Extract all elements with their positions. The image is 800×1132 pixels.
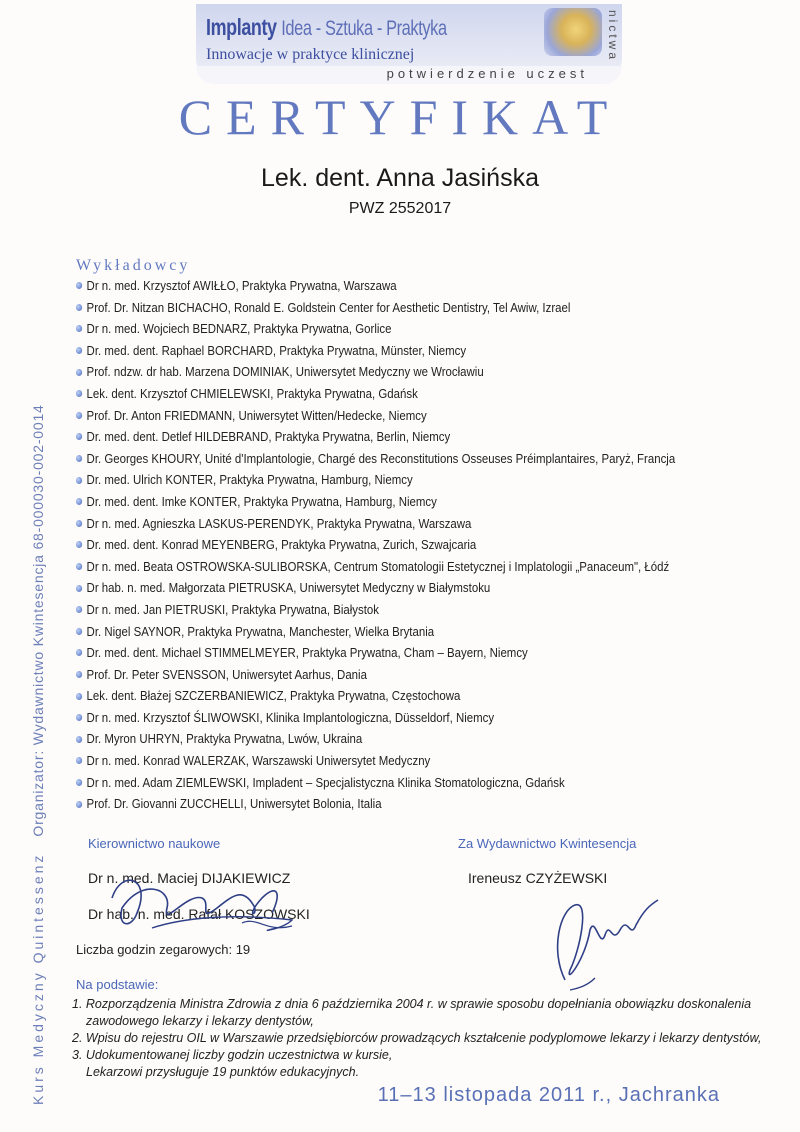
bullet-icon <box>76 628 82 635</box>
bullet-icon <box>76 520 82 527</box>
certificate-title: CERTYFIKAT <box>178 89 622 145</box>
header-banner <box>196 4 622 84</box>
lecturer-item <box>76 534 692 556</box>
lecturer-item <box>76 513 692 535</box>
bullet-icon <box>76 455 82 462</box>
basis-item: 2. Wpisu do rejestru OIL w Warszawie przedsiębiorców prowadzących kształcenie podyplomowe lekarzy i lekarzy dentystów, <box>72 1031 762 1045</box>
bullet-icon <box>76 347 82 354</box>
lecturer-item <box>76 728 692 750</box>
bullet-icon <box>76 433 82 440</box>
bullet-icon <box>76 498 82 505</box>
hours-count: Liczba godzin zegarowych: 19 <box>76 942 251 957</box>
lecturer-item <box>76 405 692 427</box>
lecturer-text: Dr n. med. Jan PIETRUSKI, Praktyka Prywatna, Białystok <box>86 601 380 617</box>
lecturer-text: Dr. Myron UHRYN, Praktyka Prywatna, Lwów, Ukraina <box>86 731 363 747</box>
lecturer-item <box>76 664 692 686</box>
signatory-koszowski: Dr hab. n. med. Rafał KOSZOWSKI <box>88 906 310 922</box>
lecturer-item <box>76 275 692 297</box>
lecturer-text: Dr n. med. Konrad WALERZAK, Warszawski Uniwersytet Medyczny <box>86 753 431 769</box>
lecturer-text: Dr n. med. Agnieszka LASKUS-PERENDYK, Praktyka Prywatna, Warszawa <box>86 515 472 531</box>
recipient-pwz: PWZ 2552017 <box>348 200 452 217</box>
lecturer-item <box>76 642 692 664</box>
handwritten-signature-left <box>92 858 322 948</box>
basis-item: 1. Rozporządzenia Ministra Zdrowia z dnia 6 października 2004 r. w sprawie sposobu dopełniania obowiązku doskonalenia <box>72 997 752 1011</box>
date-place: 11–13 listopada 2011 r., Jachranka <box>377 1084 720 1106</box>
bullet-icon <box>76 693 82 700</box>
lecturer-item <box>76 793 692 815</box>
sidebar-organizer: Organizator: Wydawnictwo Kwintesencja 68-000030-002-0014 <box>30 404 46 837</box>
tagline: Innowacje w praktyce klinicznej <box>206 46 415 63</box>
lecturer-item <box>76 361 692 383</box>
lecturer-text: Dr. med. dent. Imke KONTER, Praktyka Prywatna, Hamburg, Niemcy <box>86 493 437 509</box>
basis-item-cont: zawodowego lekarzy i lekarzy dentystów, <box>86 1014 314 1028</box>
lecturer-text: Dr n. med. Beata OSTROWSKA-SULIBORSKA, Centrum Stomatologii Estetycznej i Implatologii „Panaceum", Łódź <box>86 558 670 574</box>
brand-logo <box>206 14 447 41</box>
lecturer-text: Dr n. med. Krzysztof ŚLIWOWSKI, Klinika Implantologiczna, Düsseldorf, Niemcy <box>86 709 495 725</box>
lecturer-item <box>76 426 692 448</box>
bullet-icon <box>76 304 82 311</box>
bullet-icon <box>76 736 82 743</box>
bullet-icon <box>76 714 82 721</box>
lecturers-heading: Wykładowcy <box>76 257 191 274</box>
lecturers-list <box>76 275 776 815</box>
basis-item-cont: Lekarzowi przysługuje 19 punktów edukacyjnych. <box>86 1065 360 1079</box>
brand-main: Implanty <box>206 14 277 40</box>
lecturer-text: Dr. Georges KHOURY, Unité d'Implantologie, Chargé des Reconstitutions Osseuses Préimplantaires, Paryż, Francja <box>86 450 676 466</box>
publisher-label: Za Wydawnictwo Kwintesencja <box>458 836 637 851</box>
lecturer-text: Prof. ndzw. dr hab. Marzena DOMINIAK, Uniwersytet Medyczny we Wrocławiu <box>86 364 484 380</box>
handwritten-signature-right <box>540 890 680 1000</box>
basis-heading: Na podstawie: <box>76 977 159 992</box>
lecturer-text: Dr. med. dent. Konrad MEYENBERG, Praktyka Prywatna, Zurich, Szwajcaria <box>86 537 477 553</box>
lecturer-text: Lek. dent. Krzysztof CHMIELEWSKI, Praktyka Prywatna, Gdańsk <box>86 385 418 401</box>
lecturer-text: Dr n. med. Krzysztof AWIŁŁO, Praktyka Prywatna, Warszawa <box>86 278 397 293</box>
lecturer-item <box>76 448 692 470</box>
bullet-icon <box>76 390 82 397</box>
lecturer-item <box>76 383 692 405</box>
lecturer-text: Dr. med. dent. Detlef HILDEBRAND, Praktyka Prywatna, Berlin, Niemcy <box>86 429 451 445</box>
brand-sub: Idea - Sztuka - Praktyka <box>281 17 447 40</box>
bullet-icon <box>76 585 82 592</box>
lecturer-item <box>76 297 692 319</box>
lecturer-text: Lek. dent. Błażej SZCZERBANIEWICZ, Praktyka Prywatna, Częstochowa <box>86 688 461 704</box>
lecturer-item <box>76 577 692 599</box>
lecturer-text: Prof. Dr. Peter SVENSSON, Uniwersytet Aarhus, Dania <box>86 666 367 682</box>
lecturer-item <box>76 621 692 643</box>
lecturer-text: Dr n. med. Adam ZIEMLEWSKI, Impladent – Specjalistyczna Klinika Stomatologiczna, Gdańsk <box>86 774 565 790</box>
lecturer-item <box>76 491 692 513</box>
lecturer-item <box>76 318 692 340</box>
bullet-icon <box>76 606 82 613</box>
lecturer-text: Dr. med. dent. Raphael BORCHARD, Praktyka Prywatna, Münster, Niemcy <box>86 342 467 358</box>
bullet-icon <box>76 671 82 678</box>
basis-list <box>72 996 772 1081</box>
lecturer-text: Dr. Nigel SAYNOR, Praktyka Prywatna, Manchester, Wielka Brytania <box>86 623 435 639</box>
lecturer-item <box>76 707 692 729</box>
lecturer-text: Dr. med. Ulrich KONTER, Praktyka Prywatna, Hamburg, Niemcy <box>86 472 413 488</box>
bullet-icon <box>76 369 82 376</box>
lecturer-item <box>76 685 692 707</box>
lecturer-item <box>76 772 692 794</box>
lecturer-text: Prof. Dr. Anton FRIEDMANN, Uniwersytet Witten/Hedecke, Niemcy <box>86 407 427 423</box>
bullet-icon <box>76 801 82 808</box>
lecturer-text: Dr hab. n. med. Małgorzata PIETRUSKA, Uniwersytet Medyczny w Białymstoku <box>86 580 491 596</box>
lecturer-text: Prof. Dr. Nitzan BICHACHO, Ronald E. Goldstein Center for Aesthetic Dentistry, Tel Awiw, Izrael <box>86 299 571 315</box>
signatory-dijakiewicz: Dr n. med. Maciej DIJAKIEWICZ <box>88 870 291 886</box>
signatory-czyzewski: Ireneusz CZYŻEWSKI <box>468 870 608 886</box>
basis-item: 3. Udokumentowanej liczby godzin uczestnictwa w kursie, <box>72 1048 393 1062</box>
bullet-icon <box>76 541 82 548</box>
lecturer-text: Dr. med. dent. Michael STIMMELMEYER, Praktyka Prywatna, Cham – Bayern, Niemcy <box>86 645 528 661</box>
lecturer-text: Dr n. med. Wojciech BEDNARZ, Praktyka Prywatna, Gorlice <box>86 321 392 337</box>
lecturer-item <box>76 599 692 621</box>
lecturer-item <box>76 750 692 772</box>
confirmation-vertical: nictwa <box>606 10 620 63</box>
implant-photo-graphic <box>544 8 602 56</box>
lecturer-item <box>76 340 692 362</box>
confirmation-text: potwierdzenie uczest <box>386 66 588 81</box>
bullet-icon <box>76 649 82 656</box>
bullet-icon <box>76 779 82 786</box>
scientific-leadership-label: Kierownictwo naukowe <box>88 836 221 851</box>
bullet-icon <box>76 757 82 764</box>
bullet-icon <box>76 563 82 570</box>
lecturer-item <box>76 556 692 578</box>
sidebar-course: Kurs Medyczny Quintessenz <box>30 852 46 1105</box>
bullet-icon <box>76 282 82 289</box>
lecturer-text: Prof. Dr. Giovanni ZUCCHELLI, Uniwersytet Bolonia, Italia <box>86 796 382 812</box>
recipient-name: Lek. dent. Anna Jasińska <box>261 164 539 192</box>
sidebar-vertical-text <box>30 255 54 1105</box>
lecturer-item <box>76 469 692 491</box>
bullet-icon <box>76 477 82 484</box>
bullet-icon <box>76 325 82 332</box>
bullet-icon <box>76 412 82 419</box>
